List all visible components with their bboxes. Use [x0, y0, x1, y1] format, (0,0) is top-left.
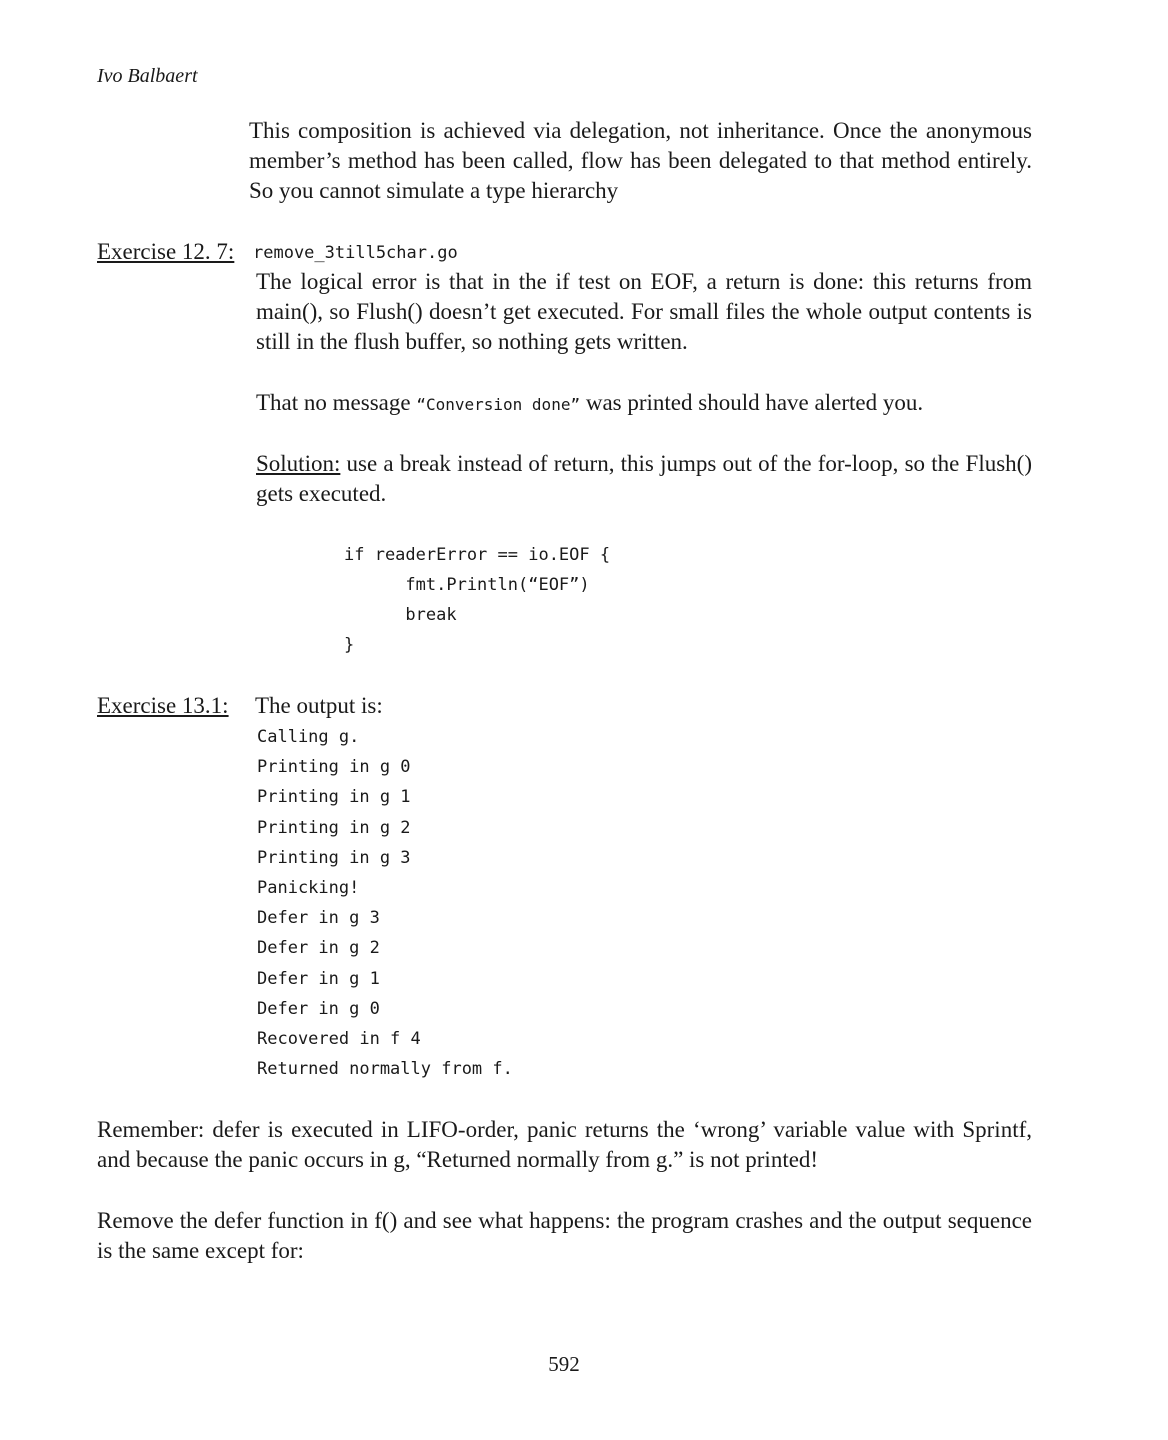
program-output-block: Calling g. Printing in g 0 Printing in g 1 Printing in g 2 Printing in g 3 Panicking! Defer in g 3 Defer in g 2 Defer in g 1 Defer in g 0 Recovered in f 4 Returned normally from f.: [257, 727, 513, 1080]
remember-paragraph: Remember: defer is executed in LIFO-order, panic returns the ‘wrong’ variable value with Sprintf, and because the panic occurs in g, “Returned normally from g.” is not printed!: [97, 1117, 1032, 1172]
message-note-before: That no message: [256, 390, 417, 415]
exercise-12-7-label: Exercise 12. 7:: [97, 239, 235, 264]
remove-defer-paragraph: Remove the defer function in f() and see what happens: the program crashes and the output sequence is the same except for:: [97, 1208, 1032, 1263]
message-note-after: was printed should have alerted you.: [580, 390, 924, 415]
page-number: 592: [548, 1352, 580, 1376]
exercise-13-1-label: Exercise 13.1:: [97, 693, 229, 718]
exercise-12-7-solution: [256, 449, 1032, 509]
solution-label: Solution:: [256, 451, 341, 476]
code-block-eof-break: if readerError == io.EOF { fmt.Println(“EOF”) break }: [344, 545, 611, 655]
message-note-code: “Conversion done”: [416, 395, 581, 414]
exercise-12-7-explanation: The logical error is that in the if test on EOF, a return is done: this returns from main(), so Flush() doesn’t get executed. For small files the whole output contents is still in the flush buffer, so nothing gets written.: [256, 269, 1032, 354]
intro-paragraph: This composition is achieved via delegation, not inheritance. Once the anonymous member’s method has been called, flow has been delegated to that method entirely. So you cannot simulate a type hierarchy: [249, 118, 1032, 203]
solution-text: use a break instead of return, this jumps out of the for-loop, so the Flush() gets executed.: [256, 451, 1032, 506]
exercise-12-7-message-note: [256, 388, 1032, 420]
running-header-author: Ivo Balbaert: [97, 65, 198, 87]
exercise-12-7-filename: remove_3till5char.go: [253, 243, 458, 263]
exercise-13-1-intro: The output is:: [255, 693, 383, 718]
